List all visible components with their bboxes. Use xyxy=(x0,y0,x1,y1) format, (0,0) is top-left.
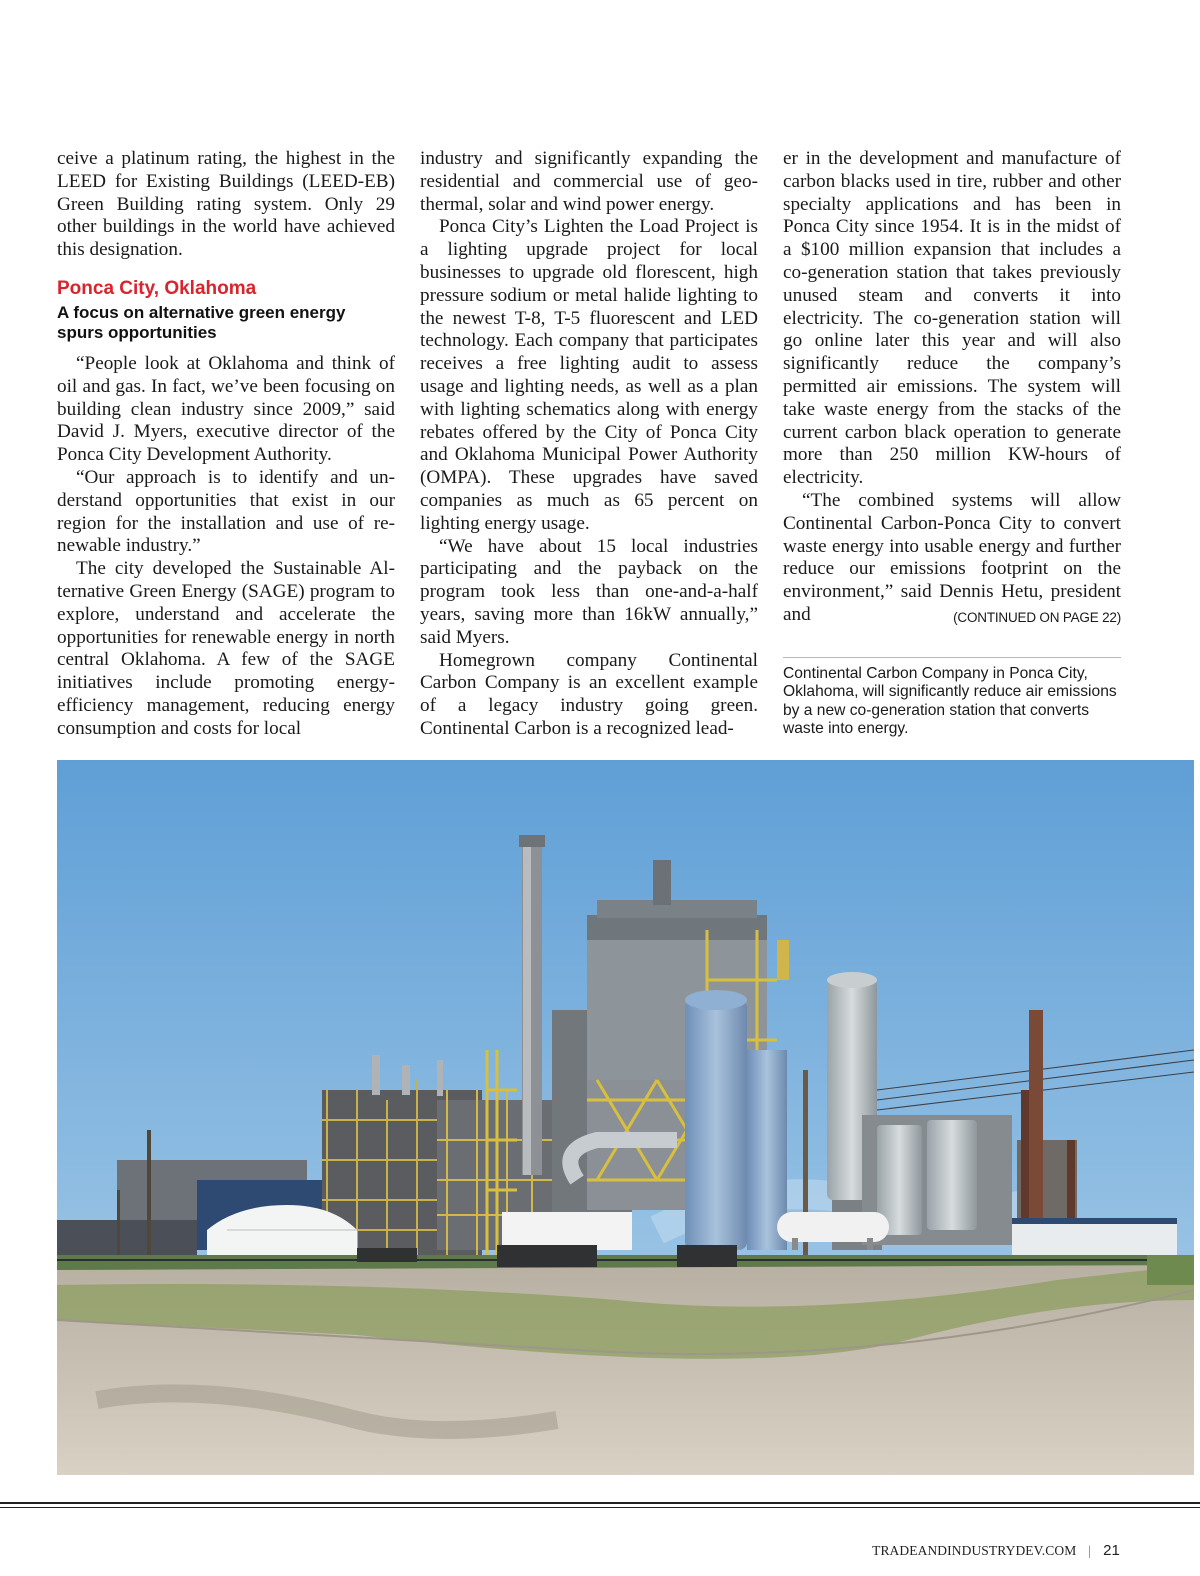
body-paragraph: Ponca City’s Lighten the Load Project is a lighting upgrade project for local businesses to upgrade old florescent, high pressure sodium or metal halide lighting to the newest T-8, T-5 fluorescent and LED technology. Each company that participates receives a free lighting audit to assess usage and lighting needs, as well as a plan with lighting schematics along with energy rebates offered by the City of Ponca City and Oklahoma Municipal Power Authority (OMPA). These upgrades have saved companies as much as 65 percent on lighting energy usage. xyxy=(420,216,758,534)
body-paragraph: The city developed the Sustainable Alternative Green Energy (SAGE) program to explore, understand and accelerate the opportunities for renewable energy in north central Oklahoma. A few of the SAGE initiatives include promoting energy-efficiency management, reducing energy consumption and costs for local xyxy=(57,558,395,739)
body-paragraph: “Our approach is to identify and understand opportunities that exist in our region for the installation and use of renewable industry.” xyxy=(57,466,395,557)
section-title: Ponca City, Oklahoma xyxy=(57,277,257,299)
article-column-2 xyxy=(420,148,758,741)
page-number: 21 xyxy=(1103,1542,1120,1559)
body-paragraph xyxy=(783,490,1121,627)
section-subtitle: A focus on alternative green energy spurs opportunities xyxy=(57,302,346,343)
photo-caption: Continental Carbon Company in Ponca City, Oklahoma, will significantly reduce air emissions by a new co-generation station that converts waste into energy. xyxy=(783,665,1117,738)
footer-rule-thin xyxy=(0,1507,1200,1508)
footer-site-link[interactable]: TRADEANDINDUSTRYDEV.COM xyxy=(872,1543,1077,1558)
body-paragraph: “People look at Oklahoma and think of oil and gas. In fact, we’ve been focusing on building clean industry since 2009,” said David J. Myers, executive director of the Ponca City Development Authority. xyxy=(57,352,395,466)
article-column-1 xyxy=(57,148,395,741)
body-paragraph: ceive a platinum rating, the highest in the LEED for Existing Buildings (LEED-EB) Green Building rating system. Only 29 other buildings in the world have achieved this designation. xyxy=(57,148,395,261)
body-paragraph: Homegrown company Continental Carbon Company is an excellent example of a legacy industry going green. Continental Carbon is a recognized lead- xyxy=(420,649,758,739)
body-paragraph: “We have about 15 local industries participating and the payback on the program took less than one-and-a-half years, saving more than 16kW annually,” said Myers. xyxy=(420,535,758,648)
article-column-3 xyxy=(783,148,1121,630)
body-paragraph: er in the development and manufacture of carbon blacks used in tire, rubber and other specialty applications and has been in Ponca City since 1954. It is in the midst of a $100 million expansion that includes a co-generation station that takes previously unused steam and converts it into electricity. The co-generation station will go online later this year and will also significantly reduce the company’s permitted air emissions. The system will take waste energy from the stacks of the current carbon black operation to generate more than 250 million KW-hours of electricity. xyxy=(783,148,1121,489)
body-paragraph-text: “The combined systems will allow Continental Carbon-Ponca City to convert waste energy into usable energy and further reduce our emissions footprint on the environment,” said Dennis Hetu, president and xyxy=(783,489,1121,625)
body-paragraph: industry and significantly expanding the residential and commercial use of geothermal, solar and wind power energy. xyxy=(420,148,758,215)
footer-rule-thick xyxy=(0,1502,1200,1504)
industrial-plant-photo xyxy=(57,760,1194,1475)
continued-on-link: (CONTINUED ON PAGE 22) xyxy=(953,609,1121,625)
page-footer xyxy=(872,1542,1120,1559)
footer-separator: | xyxy=(1088,1543,1092,1558)
caption-divider xyxy=(783,657,1121,658)
